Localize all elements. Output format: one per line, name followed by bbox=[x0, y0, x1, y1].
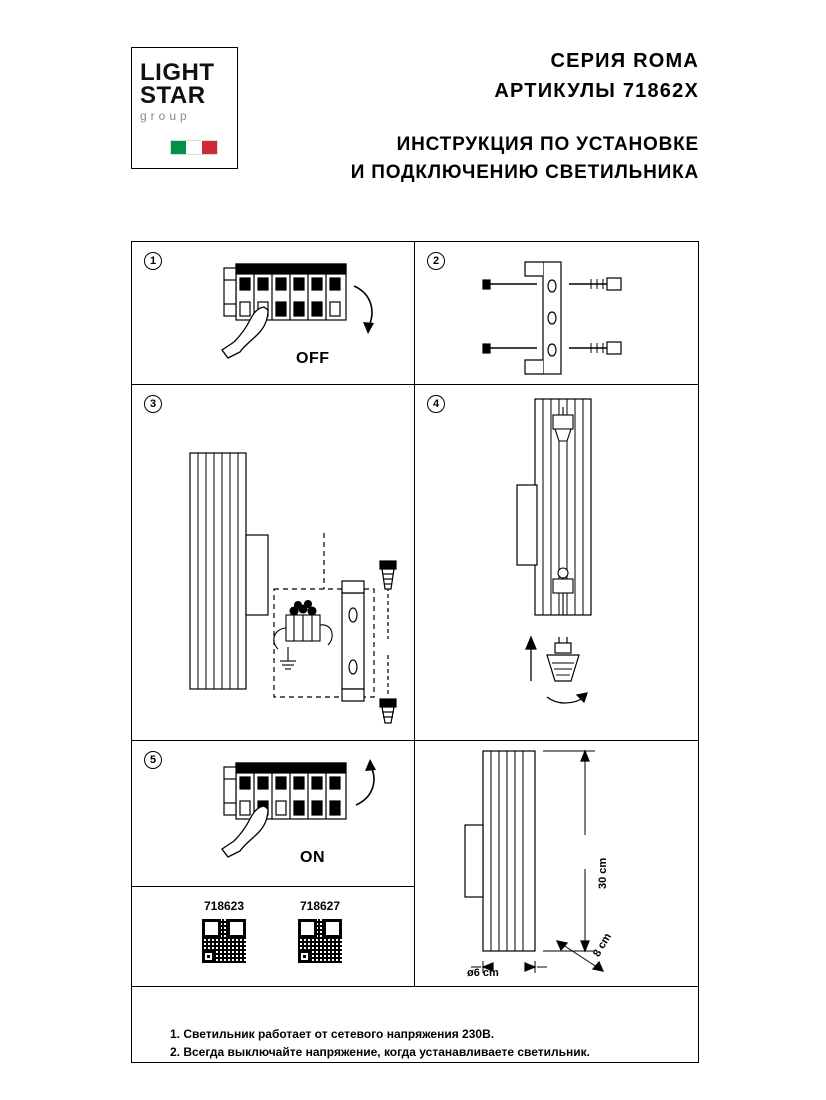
step-number-1: 1 bbox=[144, 252, 162, 270]
bulb-insertion-illustration bbox=[435, 393, 695, 733]
header-titles bbox=[251, 47, 699, 186]
dimension-depth-label: 8 cm bbox=[591, 931, 614, 959]
grid-line-h4 bbox=[132, 986, 698, 987]
step-1-label: OFF bbox=[296, 350, 330, 367]
panel-step-3 bbox=[132, 385, 414, 740]
mounting-bracket-illustration bbox=[441, 250, 691, 380]
breaker-on-illustration bbox=[164, 749, 404, 879]
product-code-1: 718623 bbox=[203, 899, 245, 913]
panel-step-2 bbox=[415, 242, 700, 384]
notes-section bbox=[132, 1015, 698, 1062]
step-5-label: ON bbox=[300, 849, 325, 866]
instruction-diagram-frame bbox=[131, 241, 699, 1063]
breaker-off-illustration bbox=[164, 250, 404, 380]
qr-code-718623[interactable] bbox=[202, 919, 246, 963]
logo-line-3: group bbox=[140, 108, 191, 123]
logo-line-1: LIGHT bbox=[140, 59, 215, 86]
instruction-line-1: ИНСТРУКЦИЯ ПО УСТАНОВКЕ bbox=[396, 134, 699, 155]
panel-step-5 bbox=[132, 741, 414, 886]
dimension-diameter-label: ø6 cm bbox=[467, 967, 499, 979]
instruction-line-2: И ПОДКЛЮЧЕНИЮ СВЕТИЛЬНИКА bbox=[350, 161, 699, 183]
step-number-4: 4 bbox=[427, 395, 445, 413]
step-number-2: 2 bbox=[427, 252, 445, 270]
note-2: 2. Всегда выключайте напряжение, когда устанавливаете светильник. bbox=[170, 1045, 590, 1060]
note-1: 1. Светильник работает от сетевого напряжения 230В. bbox=[170, 1026, 495, 1041]
dimensions-illustration bbox=[425, 745, 695, 985]
panel-dimensions bbox=[415, 741, 700, 986]
lamp-bracket-assembly-illustration bbox=[146, 393, 411, 733]
brand-logo bbox=[131, 47, 238, 169]
product-code-2: 718627 bbox=[299, 899, 341, 913]
panel-step-4 bbox=[415, 385, 700, 740]
logo-wordmark bbox=[140, 59, 215, 123]
panel-step-1 bbox=[132, 242, 414, 384]
series-title: СЕРИЯ ROMA bbox=[550, 50, 699, 72]
italian-flag-icon bbox=[170, 140, 218, 155]
qr-code-718627[interactable] bbox=[298, 919, 342, 963]
step-number-5: 5 bbox=[144, 751, 162, 769]
step-number-3: 3 bbox=[144, 395, 162, 413]
panel-qr-codes bbox=[132, 887, 414, 986]
article-number: АРТИКУЛЫ 71862X bbox=[494, 80, 699, 102]
dimension-height-label: 30 cm bbox=[597, 857, 609, 889]
logo-line-2: STAR bbox=[140, 81, 206, 109]
document-header bbox=[131, 47, 699, 191]
